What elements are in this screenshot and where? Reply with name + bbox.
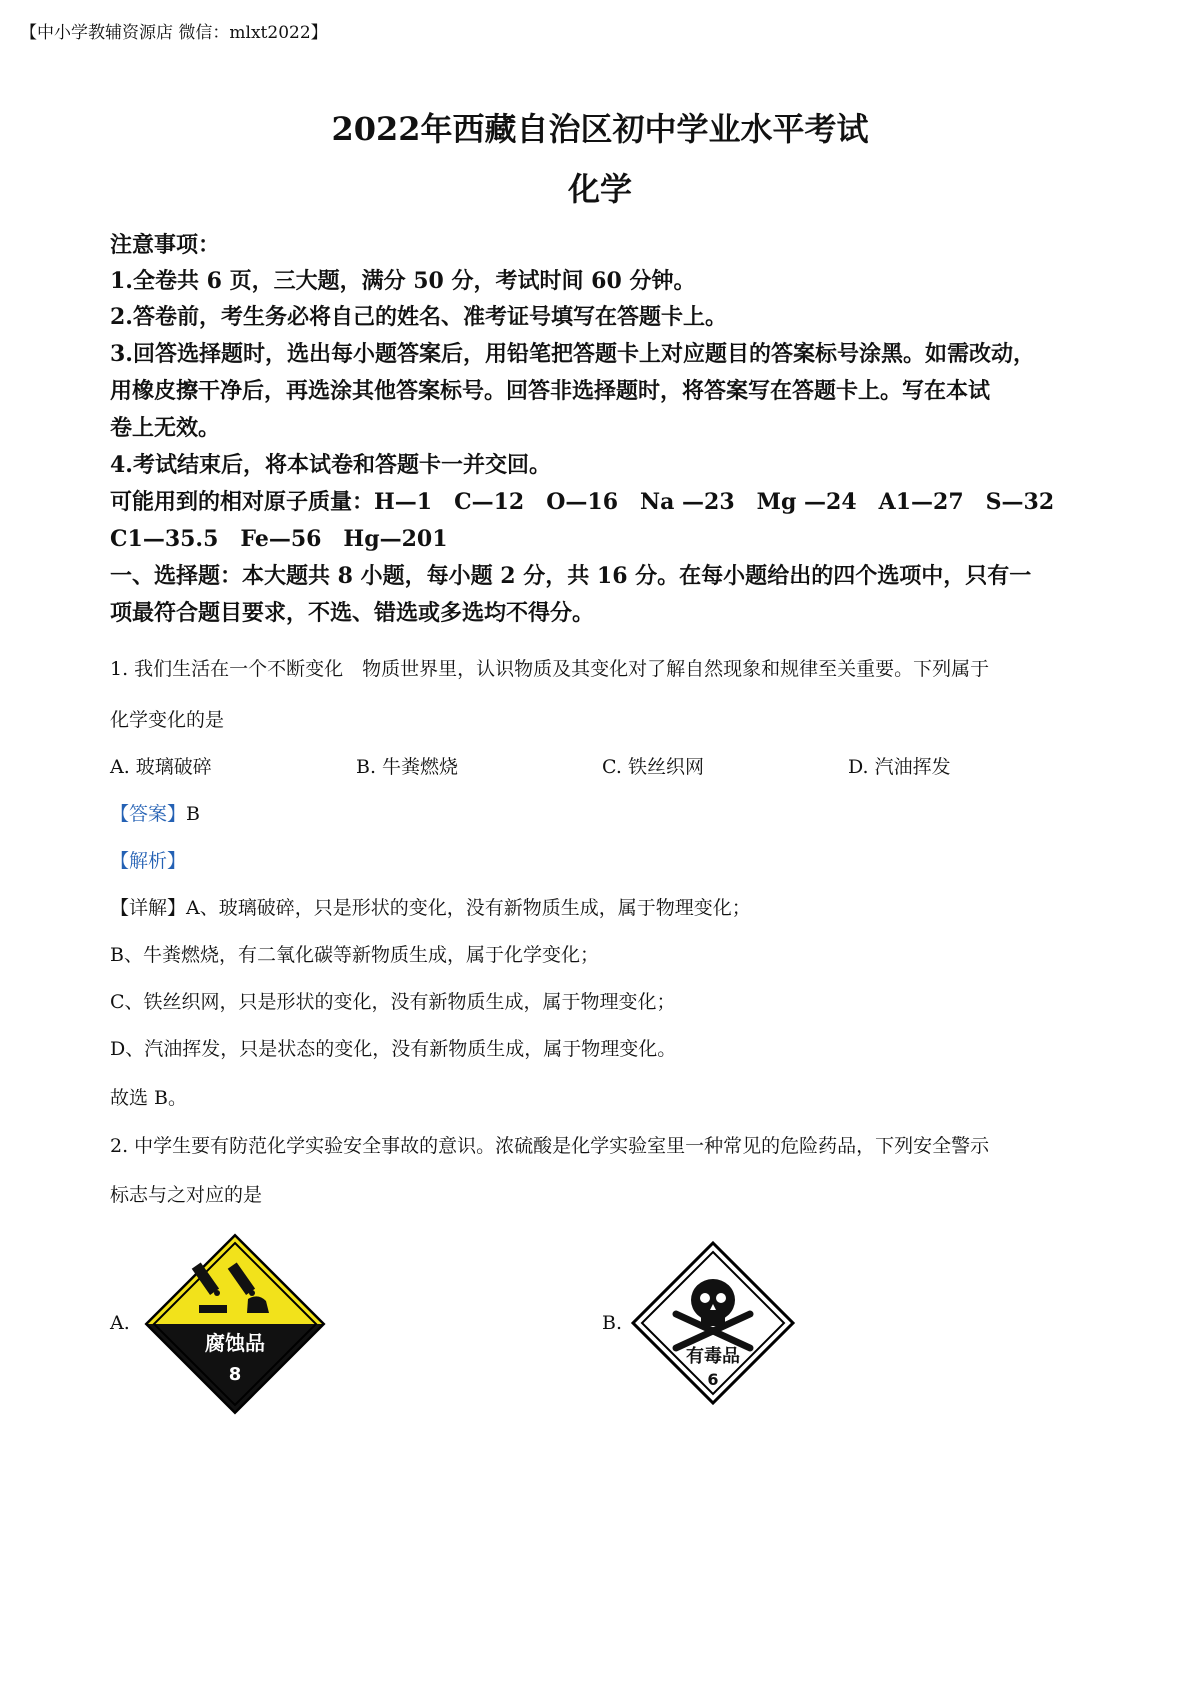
option-d: D. 汽油挥发 — [848, 756, 951, 778]
option-a: A. 玻璃破碎 — [110, 756, 212, 778]
notice-item: 3.回答选择题时，选出每小题答案后，用铅笔把答题卡上对应题目的答案标号涂黑。如需改动， — [110, 341, 1035, 367]
notice-item: 2.答卷前，考生务必将自己的姓名、准考证号填写在答题卡上。 — [110, 304, 727, 330]
detail-line: 故选 B。 — [110, 1087, 188, 1109]
detail-line: D、汽油挥发，只是状态的变化，没有新物质生成，属于物理变化。 — [110, 1038, 677, 1060]
notice-heading: 注意事项： — [110, 232, 221, 258]
detail-line: B、牛粪燃烧，有二氧化碳等新物质生成，属于化学变化； — [110, 944, 599, 966]
question-stem: 标志与之对应的是 — [110, 1184, 263, 1206]
question-stem: 1. 我们生活在一个不断变化 物质世界里，认识物质及其变化对了解自然现象和规律至关重要。下列属于 — [110, 658, 990, 680]
answer-value: B — [186, 803, 200, 825]
notice-item: 用橡皮擦干净后，再选涂其他答案标号。回答非选择题时，将答案写在答题卡上。写在本试 — [110, 378, 991, 404]
atomic-mass-line: 可能用到的相对原子质量：H—1 C—12 O—16 Na —23 Mg —24 A1—27 S—32 — [110, 489, 1055, 515]
question-stem: 化学变化的是 — [110, 709, 225, 731]
detail-line: C、铁丝织网，只是形状的变化，没有新物质生成，属于物理变化； — [110, 991, 676, 1013]
answer-tag: 【答案】 — [110, 803, 187, 825]
option-b-label: B. — [602, 1312, 623, 1334]
notice-item: 卷上无效。 — [110, 415, 221, 441]
option-c: C. 铁丝织网 — [602, 756, 704, 778]
watermark: 【中小学教辅资源店 微信：mlxt2022】 — [20, 23, 328, 43]
option-a-label: A. — [110, 1312, 130, 1334]
answer-line — [110, 799, 200, 826]
section-heading: 项最符合题目要求，不选、错选或多选均不得分。 — [110, 600, 595, 626]
option-b: B. 牛粪燃烧 — [356, 756, 459, 778]
sign-b-label: 有毒品 — [686, 1346, 740, 1367]
atomic-mass-line: C1—35.5 Fe—56 Hg—201 — [110, 526, 448, 552]
notice-item: 4.考试结束后，将本试卷和答题卡一并交回。 — [110, 452, 551, 478]
detail-line: 【详解】A、玻璃破碎，只是形状的变化，没有新物质生成，属于物理变化； — [110, 897, 751, 919]
sign-b-number: 6 — [707, 1370, 719, 1389]
sign-a-label: 腐蚀品 — [205, 1331, 265, 1355]
question-stem: 2. 中学生要有防范化学实验安全事故的意识。浓硫酸是化学实验室里一种常见的危险药品，下列安全警示 — [110, 1135, 990, 1157]
analysis-tag: 【解析】 — [110, 850, 187, 872]
corrosive-sign-icon — [144, 1233, 326, 1415]
section-heading: 一、选择题：本大题共 8 小题，每小题 2 分，共 16 分。在每小题给出的四个选项中，只有一 — [110, 563, 1032, 589]
subject-title: 化学 — [567, 170, 632, 208]
page-title: 2022年西藏自治区初中学业水平考试 — [331, 110, 869, 148]
notice-item: 1.全卷共 6 页，三大题，满分 50 分，考试时间 60 分钟。 — [110, 268, 696, 294]
toxic-sign-icon — [630, 1240, 796, 1406]
sign-a-number: 8 — [228, 1364, 242, 1385]
